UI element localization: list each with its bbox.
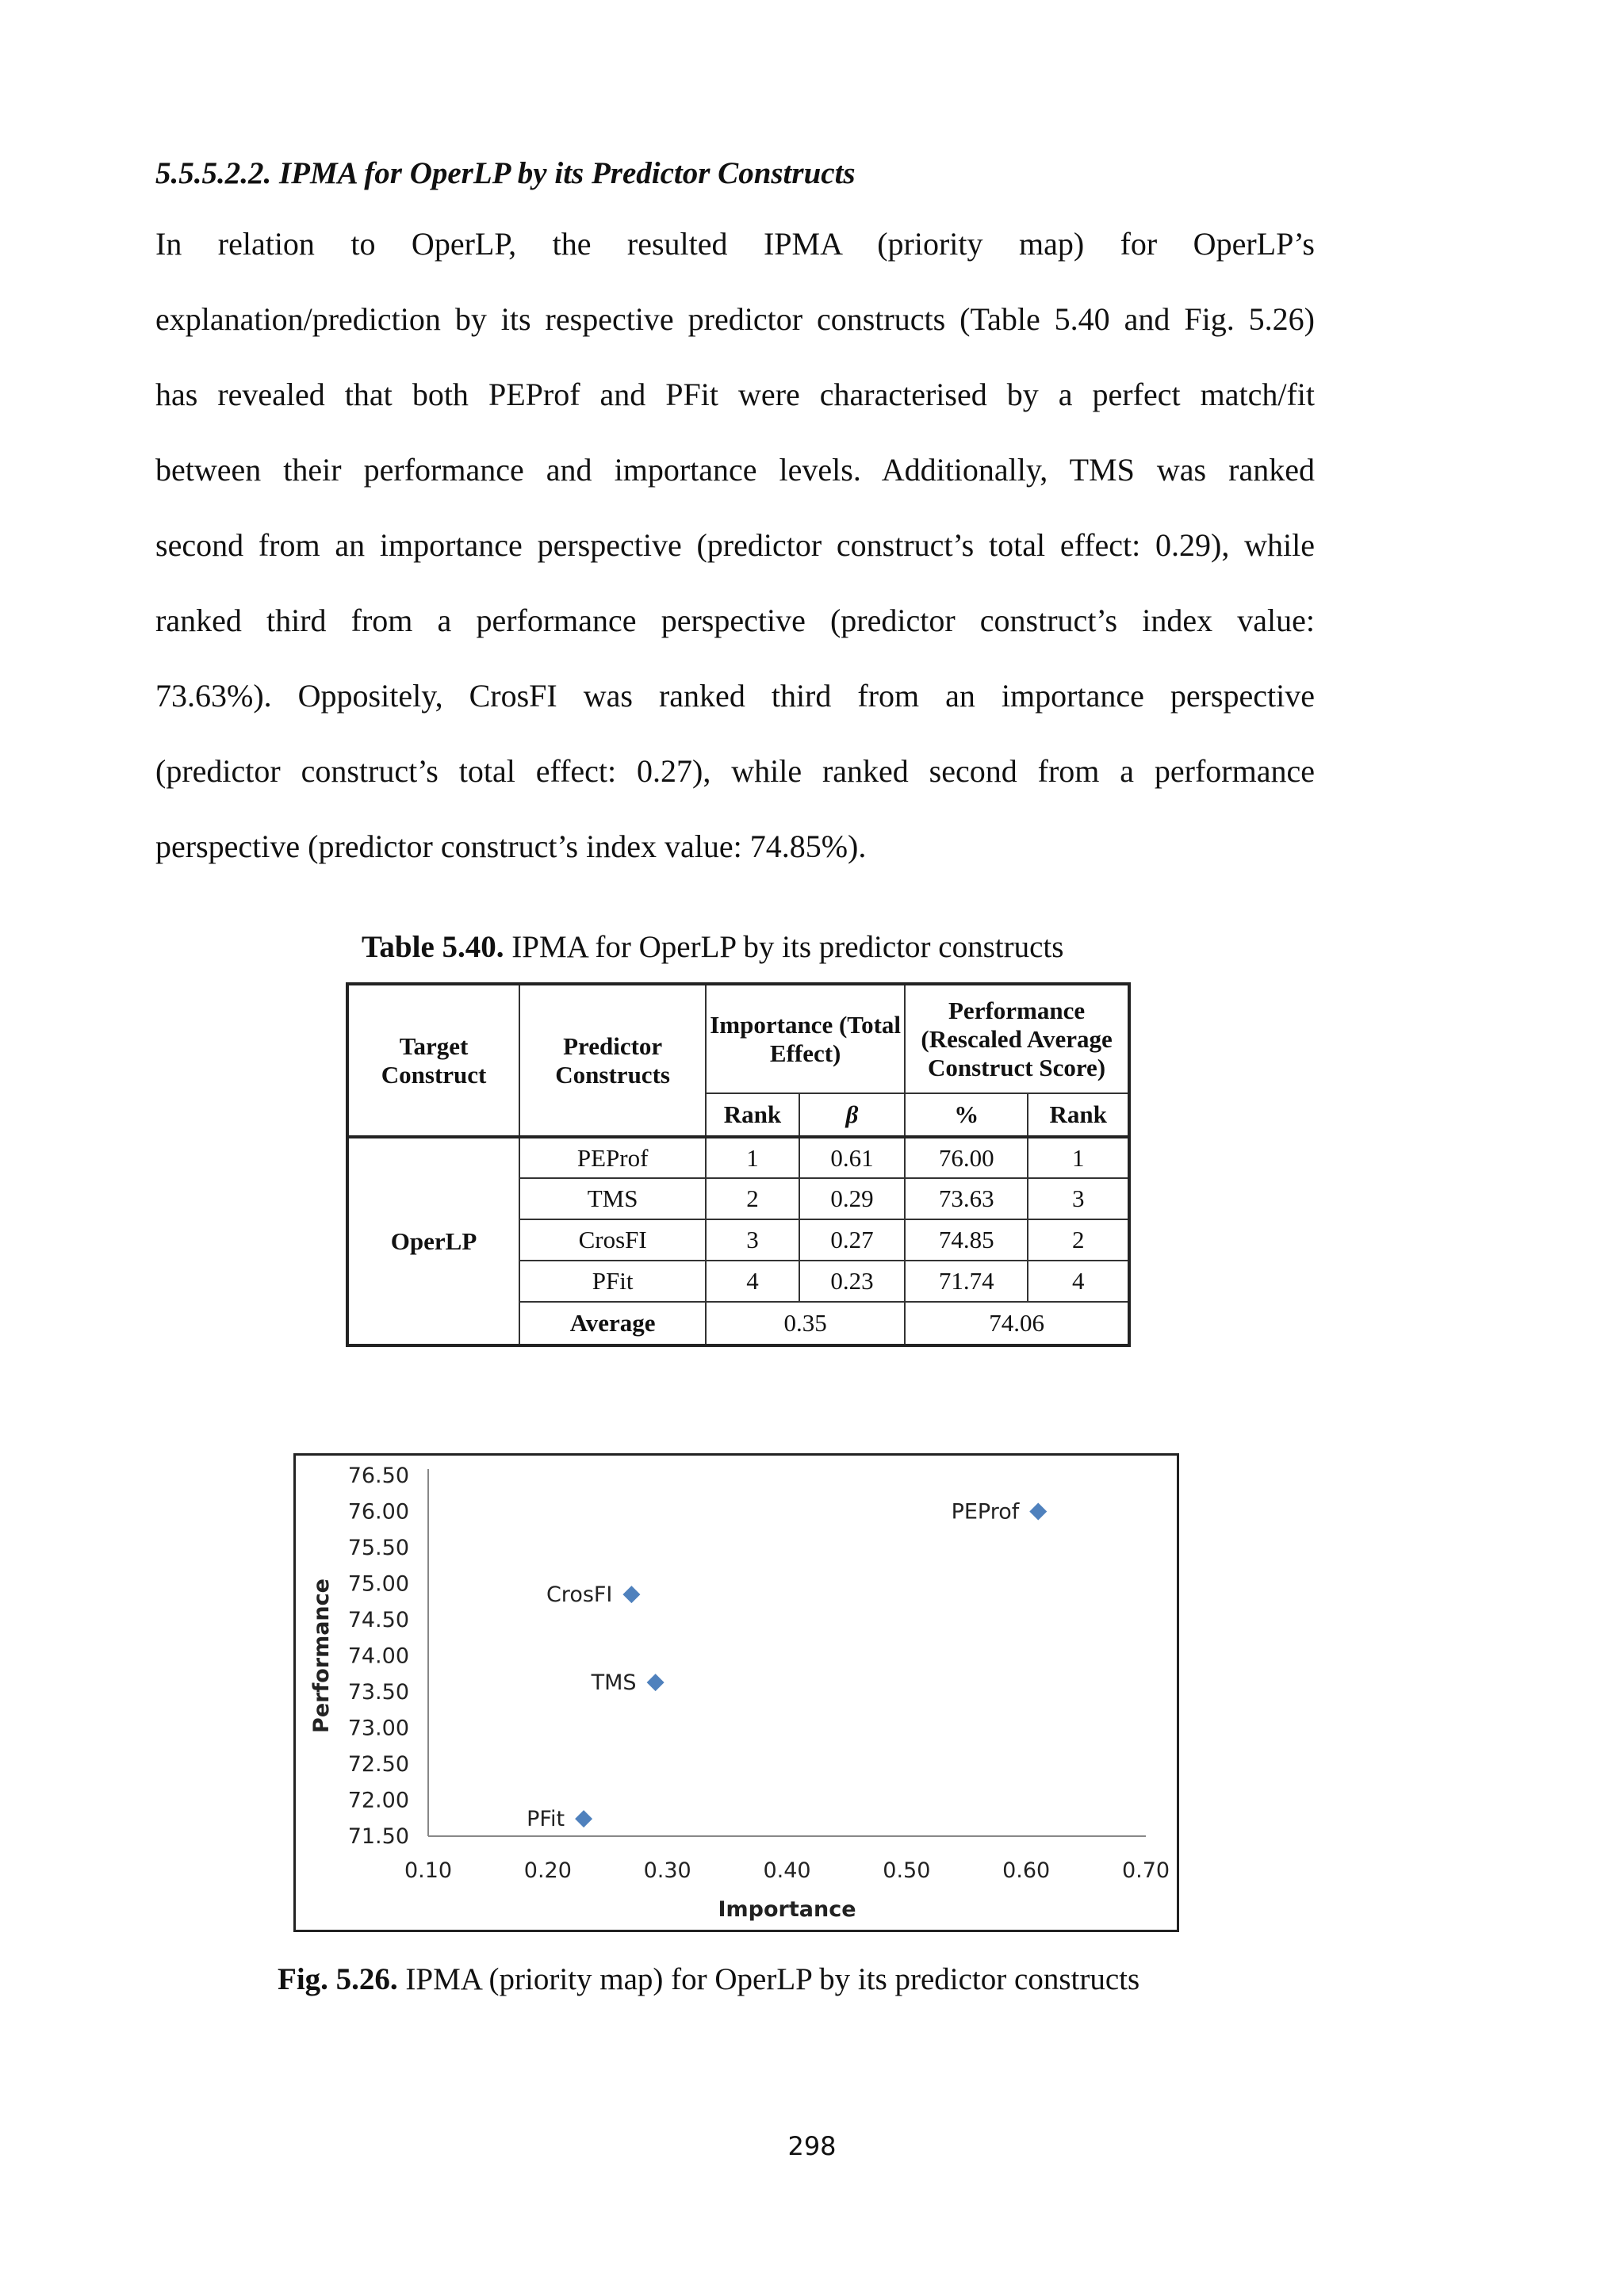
importance-rank-cell: 4 [706,1261,799,1302]
y-tick-label: 76.00 [347,1499,409,1525]
header-importance: Importance (Total Effect) [706,984,905,1093]
predictor-cell: PFit [519,1261,706,1302]
beta-cell: 0.29 [799,1178,905,1219]
x-tick-label: 0.10 [404,1858,453,1883]
y-tick-label: 71.50 [347,1824,409,1849]
data-point-label: PEProf [951,1499,1020,1525]
body-paragraph [155,220,1315,898]
performance-cell: 71.74 [905,1261,1028,1302]
importance-rank-cell: 2 [706,1178,799,1219]
table-caption-text: IPMA for OperLP by its predictor constructs [504,930,1064,964]
paragraph-line: (predictor construct’s total effect: 0.27), while ranked second from a performance [155,753,1315,789]
data-point-marker [1029,1503,1047,1521]
chart-canvas [296,1456,1177,1930]
y-tick-label: 73.00 [347,1716,409,1741]
data-point-marker [575,1810,592,1827]
performance-rank-cell: 3 [1028,1178,1129,1219]
ipma-table [346,982,1131,1347]
data-point-label: CrosFI [546,1582,613,1608]
page-number: 298 [787,2131,837,2161]
table-caption [362,929,1063,965]
x-axis-title: Importance [718,1897,856,1922]
data-point-marker [622,1586,640,1603]
paragraph-line: between their performance and importance levels. Additionally, TMS was ranked [155,452,1315,488]
y-tick-label: 73.50 [347,1680,409,1705]
y-tick-label: 76.50 [347,1464,409,1488]
header-predictor-constructs: Predictor Constructs [519,984,706,1137]
paragraph-line: In relation to OperLP, the resulted IPMA (priority map) for OperLP’s [155,226,1315,262]
paragraph-line: perspective (predictor construct’s index value: 74.85%). [155,828,867,864]
performance-cell: 74.85 [905,1219,1028,1261]
performance-rank-cell: 1 [1028,1137,1129,1178]
header-percent: % [905,1093,1028,1137]
ipma-chart [293,1453,1179,1932]
x-tick-label: 0.30 [643,1858,691,1883]
predictor-cell: CrosFI [519,1219,706,1261]
y-tick-label: 75.00 [347,1571,409,1597]
paragraph-line: second from an importance perspective (predictor construct’s total effect: 0.29), while [155,527,1315,563]
importance-rank-cell: 1 [706,1137,799,1178]
x-tick-label: 0.20 [523,1858,572,1883]
performance-rank-cell: 2 [1028,1219,1129,1261]
header-performance-rank: Rank [1028,1093,1129,1137]
figure-caption-label: Fig. 5.26. [278,1962,398,1996]
performance-cell: 76.00 [905,1137,1028,1178]
predictor-cell: TMS [519,1178,706,1219]
beta-cell: 0.23 [799,1261,905,1302]
figure-caption-text: IPMA (priority map) for OperLP by its predictor constructs [397,1962,1140,1996]
header-performance: Performance (Rescaled Average Construct Score) [905,984,1129,1093]
y-tick-label: 75.50 [347,1536,409,1560]
paragraph-line: ranked third from a performance perspective (predictor construct’s index value: [155,603,1315,638]
y-tick-label: 74.00 [347,1644,409,1669]
paragraph-line: 73.63%). Oppositely, CrosFI was ranked third from an importance perspective [155,678,1315,714]
target-construct-cell: OperLP [347,1137,519,1345]
x-tick-label: 0.50 [883,1858,931,1883]
average-label: Average [519,1302,706,1345]
paragraph-line: explanation/prediction by its respective predictor constructs (Table 5.40 and Fig. 5.26) [155,301,1315,337]
figure-caption [278,1961,1139,1997]
data-point-label: TMS [591,1670,637,1696]
predictor-cell: PEProf [519,1137,706,1178]
data-point-marker [647,1674,665,1691]
header-beta: β [799,1093,905,1137]
y-axis-title: Performance [309,1578,334,1733]
table-caption-label: Table 5.40. [362,930,504,964]
importance-rank-cell: 3 [706,1219,799,1261]
average-importance: 0.35 [706,1302,905,1345]
performance-cell: 73.63 [905,1178,1028,1219]
data-point-label: PFit [527,1807,565,1832]
beta-cell: 0.61 [799,1137,905,1178]
table-row [347,1137,1129,1178]
performance-rank-cell: 4 [1028,1261,1129,1302]
y-tick-label: 72.50 [347,1752,409,1777]
header-target-construct: Target Construct [347,984,519,1137]
x-tick-label: 0.40 [763,1858,811,1883]
header-importance-rank: Rank [706,1093,799,1137]
y-tick-label: 74.50 [347,1608,409,1632]
average-performance: 74.06 [905,1302,1129,1345]
beta-cell: 0.27 [799,1219,905,1261]
y-tick-label: 72.00 [347,1788,409,1813]
x-tick-label: 0.70 [1121,1858,1170,1883]
paragraph-line: has revealed that both PEProf and PFit were characterised by a perfect match/fit [155,377,1315,412]
section-heading: 5.5.5.2.2. IPMA for OperLP by its Predictor Constructs [155,156,856,190]
x-tick-label: 0.60 [1002,1858,1051,1883]
